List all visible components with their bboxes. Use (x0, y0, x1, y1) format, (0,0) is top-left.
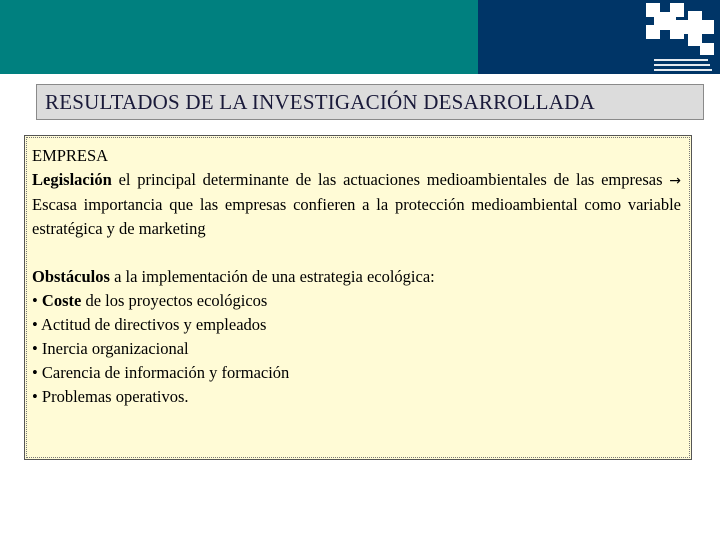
list-item-text: Inercia organizacional (41, 339, 189, 358)
bullet-icon: • (32, 363, 38, 382)
section-heading: EMPRESA (32, 146, 109, 165)
list-item-text: de los proyectos ecológicos (85, 291, 268, 310)
list-item (32, 385, 681, 409)
list-item (32, 361, 681, 385)
list-item (32, 337, 681, 361)
list-item-text: Actitud de directivos y empleados (41, 315, 267, 334)
slide-title: RESULTADOS DE LA INVESTIGACIÓN DESARROLLADA (45, 90, 595, 114)
legislacion-label: Legislación (32, 170, 112, 189)
bullet-icon: • (32, 387, 38, 406)
paragraph-spacer (32, 241, 681, 265)
bullet-icon: • (32, 291, 38, 310)
slide-title-box (36, 84, 704, 120)
obstaculos-label: Obstáculos (32, 267, 110, 286)
list-item-text: Carencia de información y formación (41, 363, 290, 382)
list-item-bold: Coste (41, 291, 82, 310)
list-item (32, 289, 681, 313)
legislacion-text: el principal determinante de las actuaciones medioambientales de las empresas (118, 170, 663, 189)
content-box (24, 135, 692, 460)
bullet-icon: • (32, 339, 38, 358)
university-logo (640, 0, 720, 74)
obstaculos-text: a la implementación de una estrategia ecológica: (114, 267, 435, 286)
header-band (0, 0, 720, 74)
list-item-text: Problemas operativos. (41, 387, 189, 406)
legislacion-paragraph (32, 168, 681, 241)
importancia-text: Escasa importancia que las empresas confieren a la protección medioambiental como variable estratégica y de marketing (32, 195, 681, 238)
bullet-icon: • (32, 315, 38, 334)
header-band-teal (0, 0, 478, 74)
arrow-right-icon: → (669, 173, 682, 189)
obstaculos-line (32, 265, 681, 289)
list-item (32, 313, 681, 337)
